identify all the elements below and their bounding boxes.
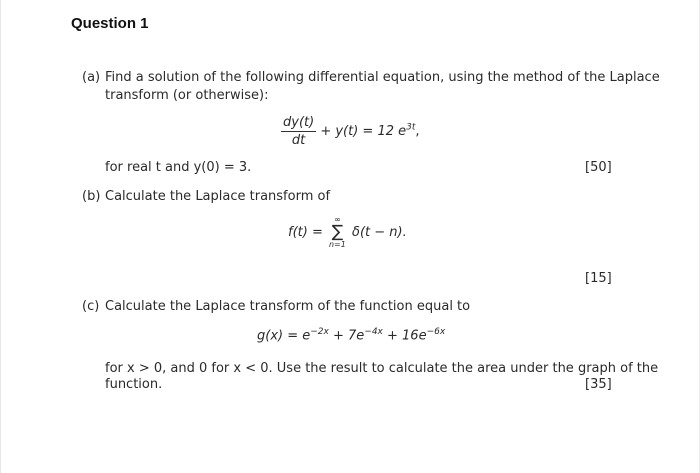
exponent-3: −6x <box>426 327 446 337</box>
question-title: Question 1 <box>71 15 149 32</box>
part-b-equation <box>288 216 407 249</box>
summation <box>329 216 346 249</box>
part-b-label: (b) <box>82 189 101 204</box>
part-a-line1: Find a solution of the following differential equation, using the method of the Laplace <box>105 70 660 85</box>
derivative-fraction <box>281 115 316 148</box>
equation-rhs: + y(t) = 12 e <box>320 124 407 139</box>
equation-term-1: g(x) = e <box>257 328 311 344</box>
part-a-condition: for real t and y(0) = 3. <box>105 160 252 175</box>
part-c-text: Calculate the Laplace transform of the function equal to <box>105 299 471 314</box>
part-c-label: (c) <box>82 299 100 314</box>
exponent-2: −4x <box>364 327 383 337</box>
equation-exponent: 3t <box>406 122 416 133</box>
sum-lower-limit: n=1 <box>328 240 346 249</box>
part-b-text: Calculate the Laplace transform of <box>105 189 331 204</box>
sum-symbol: ∑ <box>331 222 344 242</box>
part-c-line2: for x > 0, and 0 for x < 0. Use the result to calculate the area under the graph of the <box>105 361 659 376</box>
equation-lhs: f(t) = <box>288 225 323 240</box>
part-c-marks: [35] <box>585 377 612 392</box>
part-a-marks: [50] <box>585 160 612 175</box>
equation-term-2: + 7e <box>332 328 365 344</box>
equation-term-3: + 16e <box>387 328 427 344</box>
exponent-1: −2x <box>310 327 329 337</box>
part-a-label: (a) <box>82 70 101 85</box>
part-c-equation <box>257 327 445 343</box>
part-c-line3: function. <box>105 377 163 392</box>
equation-comma: , <box>415 124 420 139</box>
equation-rhs: δ(t − n). <box>352 225 407 240</box>
fraction-numerator: dy(t) <box>283 115 315 130</box>
part-b-marks: [15] <box>585 271 612 286</box>
part-a-line2: transform (or otherwise): <box>105 88 269 103</box>
part-a-equation <box>281 115 420 148</box>
sum-upper-limit: ∞ <box>334 215 341 224</box>
fraction-denominator: dt <box>291 133 306 148</box>
